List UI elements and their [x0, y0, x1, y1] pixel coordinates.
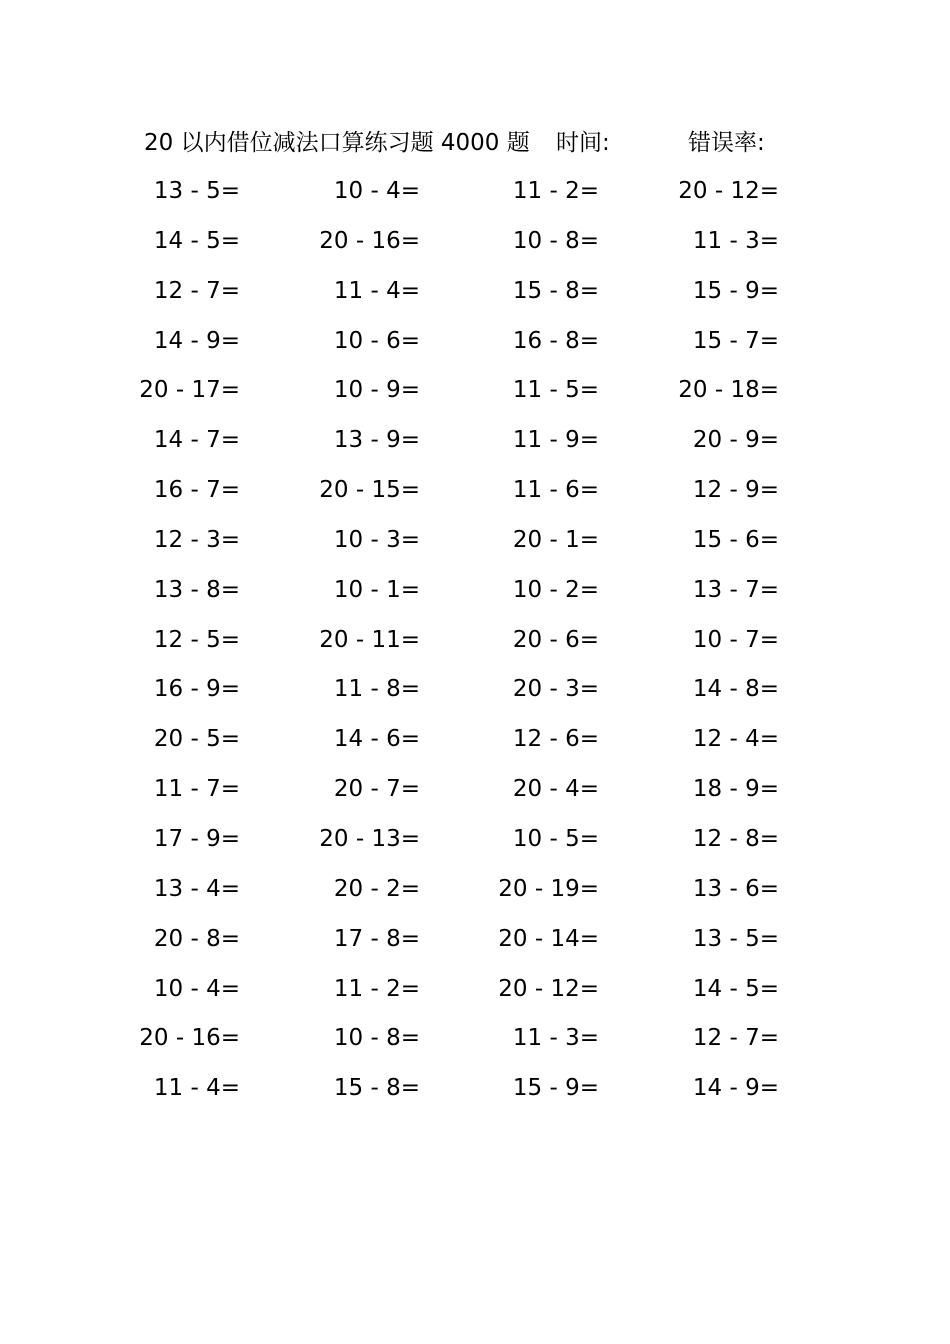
problem-item: 10 - 4= [333, 178, 420, 204]
problem-item: 10 - 9= [333, 377, 420, 404]
problem-item: 13 - 8= [153, 576, 240, 603]
problem-item: 16 - 9= [153, 676, 240, 703]
problem-item: 10 - 8= [333, 1025, 420, 1052]
problem-row [0, 423, 950, 473]
problem-item: 20 - 15= [319, 477, 420, 504]
problem-item: 10 - 5= [512, 825, 599, 852]
problem-item: 20 - 16= [139, 1025, 240, 1052]
problem-item: 20 - 17= [139, 377, 240, 404]
problem-row [0, 224, 950, 274]
error-rate-label: 错误率: [688, 130, 765, 156]
problem-item: 14 - 8= [692, 676, 779, 703]
problem-item: 12 - 7= [692, 1025, 779, 1052]
problem-item: 20 - 6= [512, 626, 599, 653]
problem-item: 11 - 3= [512, 1025, 599, 1052]
problem-item: 13 - 9= [333, 427, 420, 454]
problem-item: 15 - 8= [512, 277, 599, 304]
problem-item: 20 - 1= [512, 526, 599, 553]
problem-item: 20 - 2= [333, 875, 420, 902]
problem-item: 15 - 8= [333, 1075, 420, 1102]
problem-row [0, 623, 950, 673]
problem-item: 10 - 7= [692, 626, 779, 653]
problem-item: 20 - 11= [319, 626, 420, 653]
problem-item: 11 - 4= [153, 1075, 240, 1102]
problem-item: 20 - 8= [153, 925, 240, 952]
problem-row [0, 174, 950, 224]
problem-item: 20 - 13= [319, 825, 420, 852]
problem-item: 12 - 9= [692, 477, 779, 504]
problem-item: 11 - 3= [692, 227, 779, 254]
problem-item: 20 - 12= [678, 178, 779, 204]
problem-item: 13 - 7= [692, 576, 779, 603]
problem-item: 16 - 8= [512, 327, 599, 354]
problem-item: 12 - 7= [153, 277, 240, 304]
problem-item: 20 - 7= [333, 776, 420, 803]
problem-row [0, 1021, 950, 1071]
problem-item: 13 - 5= [153, 178, 240, 204]
problem-item: 20 - 3= [512, 676, 599, 703]
problem-item: 12 - 8= [692, 825, 779, 852]
problem-item: 11 - 5= [512, 377, 599, 404]
problem-item: 20 - 12= [498, 975, 599, 1002]
problem-row [0, 373, 950, 423]
problem-item: 14 - 5= [153, 227, 240, 254]
problem-item: 11 - 9= [512, 427, 599, 454]
problem-item: 10 - 8= [512, 227, 599, 254]
problem-item: 13 - 5= [692, 925, 779, 952]
problem-item: 15 - 9= [512, 1075, 599, 1102]
problem-row [0, 872, 950, 922]
problem-item: 10 - 4= [153, 975, 240, 1002]
problem-row [0, 922, 950, 972]
problem-item: 13 - 4= [153, 875, 240, 902]
problem-item: 15 - 7= [692, 327, 779, 354]
problem-item: 17 - 9= [153, 825, 240, 852]
problem-item: 15 - 9= [692, 277, 779, 304]
problem-item: 10 - 2= [512, 576, 599, 603]
problem-item: 14 - 9= [153, 327, 240, 354]
problem-item: 17 - 8= [333, 925, 420, 952]
problem-item: 11 - 2= [333, 975, 420, 1002]
worksheet-header [0, 126, 950, 160]
problem-item: 14 - 6= [333, 726, 420, 753]
problem-item: 13 - 6= [692, 875, 779, 902]
problem-item: 20 - 9= [692, 427, 779, 454]
problem-row [0, 772, 950, 822]
problem-row [0, 324, 950, 374]
problem-item: 10 - 3= [333, 526, 420, 553]
problem-item: 20 - 18= [678, 377, 779, 404]
problem-item: 12 - 3= [153, 526, 240, 553]
worksheet-title: 20 以内借位减法口算练习题 4000 题 [144, 130, 530, 156]
problem-row [0, 822, 950, 872]
problem-item: 15 - 6= [692, 526, 779, 553]
problem-item: 12 - 5= [153, 626, 240, 653]
problem-row [0, 972, 950, 1022]
problem-row [0, 1071, 950, 1121]
problem-item: 14 - 5= [692, 975, 779, 1002]
problem-row [0, 473, 950, 523]
problem-item: 11 - 8= [333, 676, 420, 703]
problem-item: 20 - 14= [498, 925, 599, 952]
problem-item: 10 - 6= [333, 327, 420, 354]
problem-item: 16 - 7= [153, 477, 240, 504]
problem-row [0, 573, 950, 623]
problem-item: 10 - 1= [333, 576, 420, 603]
problem-row [0, 274, 950, 324]
problem-item: 14 - 9= [692, 1075, 779, 1102]
problem-item: 12 - 4= [692, 726, 779, 753]
problem-item: 11 - 6= [512, 477, 599, 504]
time-label: 时间: [556, 130, 610, 156]
problem-row [0, 672, 950, 722]
problem-item: 12 - 6= [512, 726, 599, 753]
problem-grid [0, 174, 950, 1121]
problem-item: 20 - 19= [498, 875, 599, 902]
problem-row [0, 722, 950, 772]
problem-item: 18 - 9= [692, 776, 779, 803]
problem-item: 11 - 7= [153, 776, 240, 803]
problem-item: 11 - 2= [512, 178, 599, 204]
problem-item: 11 - 4= [333, 277, 420, 304]
problem-item: 20 - 5= [153, 726, 240, 753]
problem-item: 20 - 4= [512, 776, 599, 803]
problem-row [0, 523, 950, 573]
problem-item: 14 - 7= [153, 427, 240, 454]
problem-item: 20 - 16= [319, 227, 420, 254]
